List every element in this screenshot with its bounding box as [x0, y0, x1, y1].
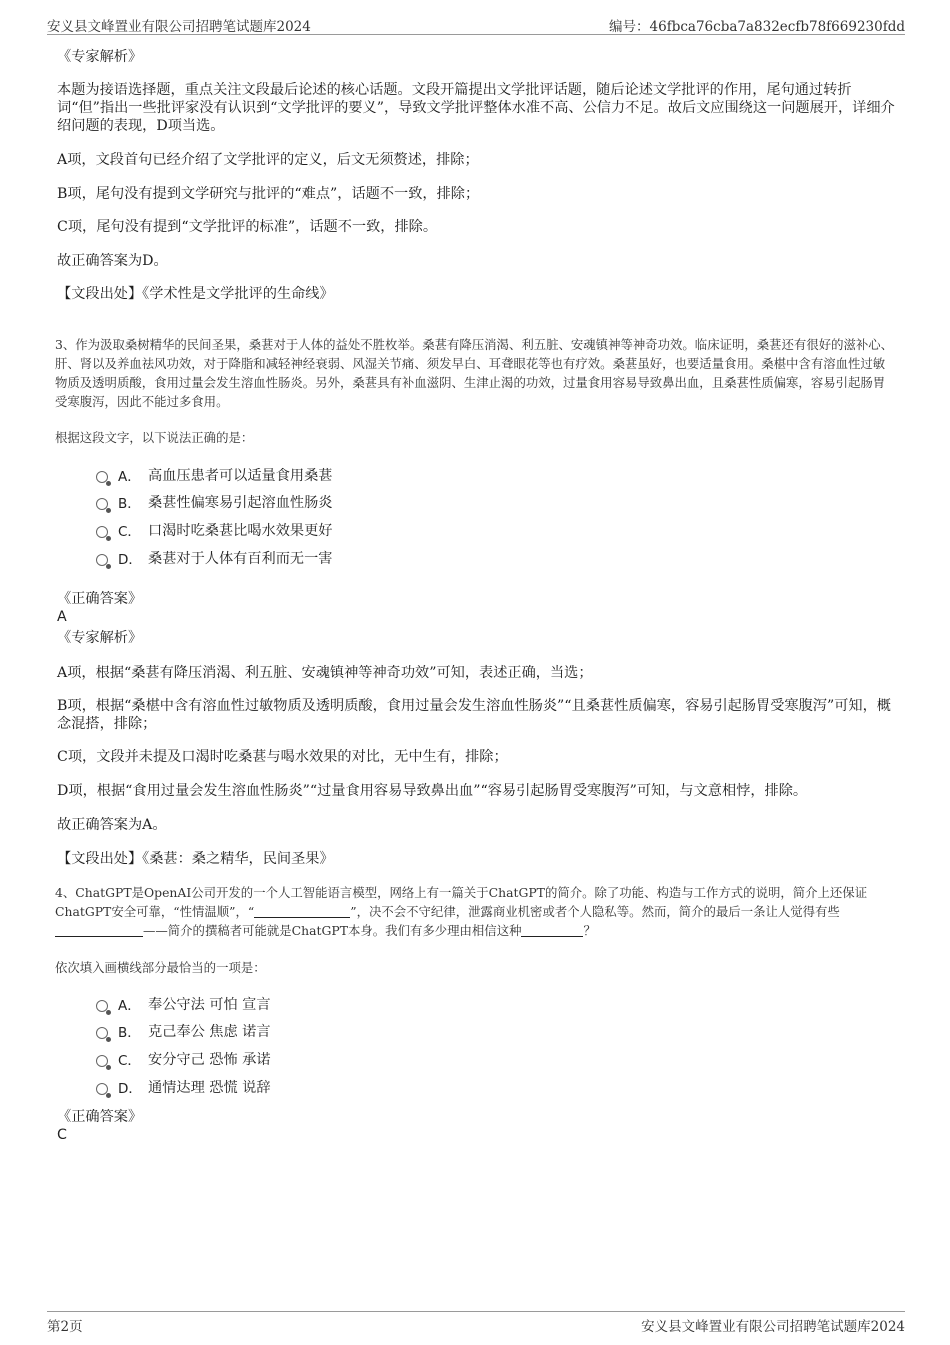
page-number: 第2页 — [47, 1319, 83, 1335]
page-footer — [47, 1311, 905, 1334]
q3-answer: A — [57, 609, 67, 625]
q3-answer-label: 《正确答案》 — [57, 591, 143, 607]
radio-icon[interactable] — [96, 1055, 108, 1067]
blank-2 — [55, 923, 143, 937]
q3-conclusion: 故正确答案为A。 — [57, 817, 167, 833]
radio-icon[interactable] — [96, 498, 108, 510]
q3-prompt: 根据这段文字，以下说法正确的是： — [55, 430, 254, 445]
q4-answer-label: 《正确答案》 — [57, 1109, 143, 1125]
radio-icon[interactable] — [96, 1000, 108, 1012]
q2-analysis: 本题为接语选择题，重点关注文段最后论述的核心话题。文段开篇提出文学批评话题，随后论述文学批评的作用，尾句通过转折词“但”指出一些批评家没有认识到“文学批评的要义”，导致文学批评整体水准不高、公信力不足。故后文应围绕这一问题展开，详细介绍问题的表现，D项当选。 — [57, 82, 895, 134]
q4-prompt: 依次填入画横线部分最恰当的一项是： — [55, 960, 266, 975]
footer-title: 安义县文峰置业有限公司招聘笔试题库2024 — [641, 1319, 905, 1335]
q2-conclusion: 故正确答案为D。 — [57, 253, 168, 269]
q2-option-b-analysis: B项，尾句没有提到文学研究与批评的“难点”，话题不一致，排除； — [57, 186, 480, 202]
q3-option-b-analysis: B项，根据“桑椹中含有溶血性过敏物质及透明质酸，食用过量会发生溶血性肠炎”“且桑葚性质偏寒，容易引起肠胃受寒腹泻”可知，概念混搭，排除； — [57, 698, 891, 732]
q3-stem: 3、作为汲取桑树精华的民间圣果，桑葚对于人体的益处不胜枚举。桑葚有降压消渴、利五脏、安魂镇神等神奇功效。临床证明，桑葚还有很好的滋补心、肝、肾以及养血祛风功效，对于降脂和减轻神经衰弱、风湿关节痛、须发早白、耳聋眼花等也有疗效。桑葚虽好，也要适量食用。桑椹中含有溶血性过敏物质及透明质酸，食用过量会发生溶血性肠炎。另外，桑葚具有补血滋阴、生津止渴的功效，过量食用容易导致鼻出血，且桑葚性质偏寒，容易引起肠胃受寒腹泻，因此不能过多食用。 — [55, 337, 894, 409]
q3-option-a-analysis: A项，根据“桑葚有降压消渴、利五脏、安魂镇神等神奇功效”可知，表述正确，当选； — [57, 665, 593, 681]
radio-icon[interactable] — [96, 526, 108, 538]
radio-icon[interactable] — [96, 1083, 108, 1095]
radio-icon[interactable] — [96, 471, 108, 483]
q3-option-d-analysis: D项，根据“食用过量会发生溶血性肠炎”“过量食用容易导致鼻出血”“容易引起肠胃受寒腹泻”可知，与文意相悖，排除。 — [57, 783, 808, 799]
blank-1 — [254, 904, 350, 918]
blank-3 — [521, 923, 583, 937]
q2-option-c-analysis: C项，尾句没有提到“文学批评的标准”，话题不一致，排除。 — [57, 219, 438, 235]
page-header — [47, 14, 905, 35]
header-title: 安义县文峰置业有限公司招聘笔试题库2024 — [47, 19, 311, 35]
q4-answer: C — [57, 1127, 67, 1143]
q4-stem: 4、ChatGPT是OpenAI公司开发的一个人工智能语言模型，网络上有一篇关于ChatGPT的简介。除了功能、构造与工作方式的说明，简介上还保证ChatGPT安全可靠，“性情温顺”，“ ”，决不会不守纪律，泄露商业机密或者个人隐私等。然而，简介的最后一条让人觉得有些——简介的撰稿者可能就是ChatGPT本身。我们有多少理由相信这种 ？ — [55, 885, 868, 938]
q3-source: 【文段出处】《桑葚：桑之精华，民间圣果》 — [57, 851, 334, 867]
q3-option-c-analysis: C项，文段并未提及口渴时吃桑葚与喝水效果的对比，无中生有，排除； — [57, 749, 508, 765]
q3-expert-label: 《专家解析》 — [57, 630, 143, 646]
document-id: 编号：46fbca76cba7a832ecfb78f669230fdd — [609, 19, 905, 35]
q2-source: 【文段出处】《学术性是文学批评的生命线》 — [57, 286, 334, 302]
radio-icon[interactable] — [96, 1027, 108, 1039]
radio-icon[interactable] — [96, 554, 108, 566]
q2-option-a-analysis: A项，文段首句已经介绍了文学批评的定义，后文无须赘述，排除； — [57, 152, 479, 168]
q2-expert-label: 《专家解析》 — [57, 49, 143, 65]
